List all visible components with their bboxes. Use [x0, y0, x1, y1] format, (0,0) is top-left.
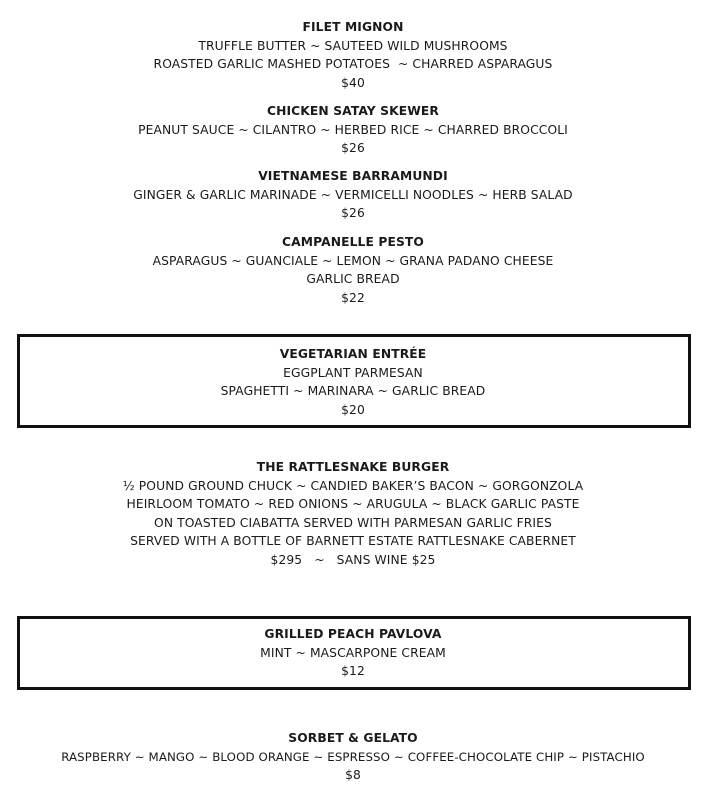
item-price: $26: [341, 206, 365, 220]
menu-item-chicken-satay: [0, 102, 706, 158]
item-title: VEGETARIAN ENTRÉE: [279, 347, 427, 361]
item-price: $8: [345, 768, 361, 782]
menu-item-filet-mignon: [0, 18, 706, 92]
item-description: GINGER & GARLIC MARINADE ~ VERMICELLI NOODLES ~ HERB SALAD: [133, 187, 573, 202]
item-description: PEANUT SAUCE ~ CILANTRO ~ HERBED RICE ~ CHARRED BROCCOLI: [138, 122, 568, 137]
item-description: EGGPLANT PARMESAN: [283, 365, 423, 380]
item-title: GRILLED PEACH PAVLOVA: [264, 627, 442, 641]
item-title: CHICKEN SATAY SKEWER: [266, 104, 439, 118]
item-description: ROASTED GARLIC MASHED POTATOES ~ CHARRED ASPARAGUS: [153, 57, 553, 71]
item-title: THE RATTLESNAKE BURGER: [256, 460, 450, 474]
item-description: SPAGHETTI ~ MARINARA ~ GARLIC BREAD: [220, 384, 486, 398]
item-price: $20: [341, 402, 365, 417]
menu-item-barramundi: [0, 167, 706, 223]
menu-item-rattlesnake-burger: [0, 458, 706, 569]
item-description: MINT ~ MASCARPONE CREAM: [260, 645, 446, 660]
item-description: RASPBERRY ~ MANGO ~ BLOOD ORANGE ~ ESPRESSO ~ COFFEE-CHOCOLATE CHIP ~ PISTACHIO: [61, 749, 645, 764]
menu-item-campanelle-pesto: [0, 233, 706, 307]
item-price: $22: [341, 290, 365, 305]
item-description: GARLIC BREAD: [306, 272, 400, 286]
item-price: $295 ~ SANS WINE $25: [270, 552, 436, 567]
item-price: $26: [341, 141, 365, 155]
item-price: $40: [341, 75, 365, 90]
item-description: ON TOASTED CIABATTA SERVED WITH PARMESAN GARLIC FRIES: [154, 515, 552, 530]
item-title: SORBET & GELATO: [288, 731, 418, 745]
item-description: ½ POUND GROUND CHUCK ~ CANDIED BAKER’S BACON ~ GORGONZOLA: [122, 478, 584, 493]
menu-item-sorbet-gelato: [0, 729, 706, 785]
item-title: VIETNAMESE BARRAMUNDI: [258, 169, 448, 183]
item-description: HEIRLOOM TOMATO ~ RED ONIONS ~ ARUGULA ~ BLACK GARLIC PASTE: [126, 497, 580, 511]
item-description: SERVED WITH A BOTTLE OF BARNETT ESTATE RATTLESNAKE CABERNET: [130, 534, 576, 548]
item-title: CAMPANELLE PESTO: [282, 235, 424, 249]
item-title: FILET MIGNON: [302, 20, 404, 34]
item-description: ASPARAGUS ~ GUANCIALE ~ LEMON ~ GRANA PADANO CHEESE: [152, 253, 554, 268]
item-description: TRUFFLE BUTTER ~ SAUTEED WILD MUSHROOMS: [198, 38, 508, 53]
menu-item-vegetarian-entree: [0, 345, 706, 419]
item-price: $12: [341, 664, 365, 678]
menu-item-peach-pavlova: [0, 625, 706, 681]
